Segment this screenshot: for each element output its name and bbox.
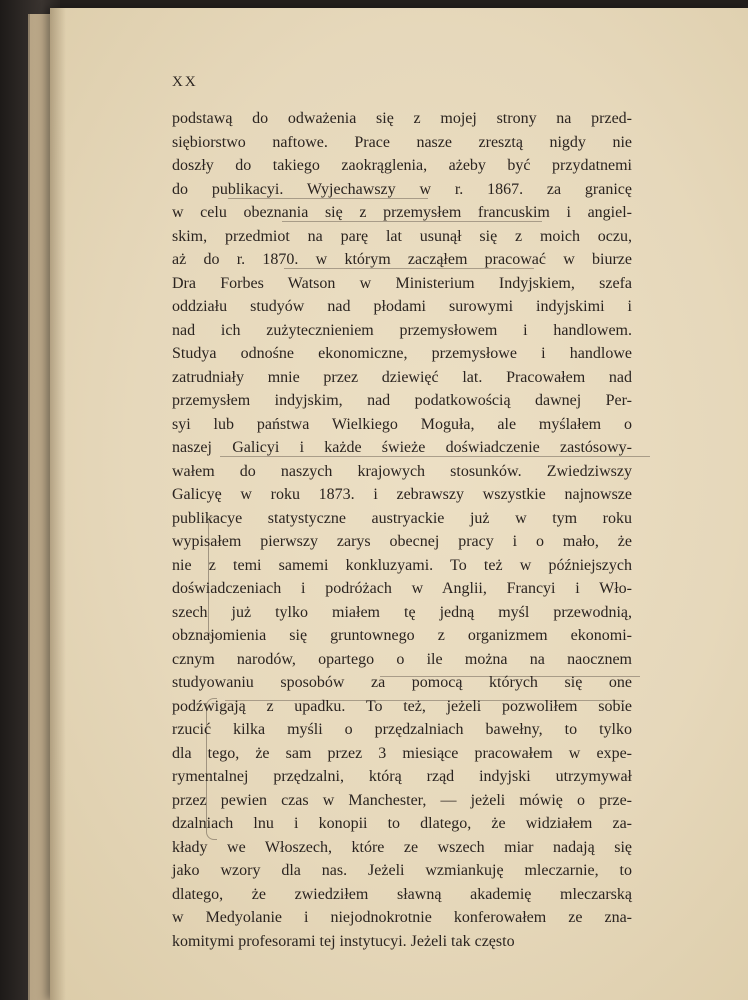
text-line: Studya odnośne ekonomiczne, przemysłowe i handlowe	[172, 345, 632, 362]
text-line: doszły do takiego zaokrąglenia, ażeby być przydatnemi	[172, 157, 632, 174]
text-line: aż do r. 1870. w którym zacząłem pracować w biurze	[172, 251, 632, 268]
text-line: cznym narodów, opartego o ile można na naocznem	[172, 650, 632, 668]
text-line: przez pewien czas w Manchester, — jeżeli mówię o prze-	[172, 791, 632, 809]
text-line: skim, przedmiot na parę lat usunął się z moich oczu,	[172, 227, 632, 245]
text-line: wypisałem pierwszy zarys obecnej pracy i o mało, że	[172, 533, 632, 550]
text-line: siębiorstwo naftowe. Prace nasze zresztą nigdy nie	[172, 133, 632, 151]
page-number: XX	[172, 74, 198, 90]
text-line: doświadczeniach i podróżach w Anglii, Francyi i Wło-	[172, 580, 632, 597]
text-line: publikacye statystyczne austryackie już w tym roku	[172, 509, 632, 527]
text-line: kłady we Włoszech, które ze wszech miar nadają się	[172, 838, 632, 856]
text-line: w celu obeznania się z przemysłem francuskim i angiel-	[172, 204, 632, 221]
text-line: komitymi profesorami tej instytucyi. Jeżeli tak często	[172, 932, 515, 950]
text-line: obznajomienia się gruntownego z organizmem ekonomi-	[172, 627, 632, 644]
text-line: w Medyolanie i niejodnokrotnie konferowałem ze zna-	[172, 909, 632, 926]
text-line: szech już tylko miałem tę jedną myśl przewodnią,	[172, 603, 632, 621]
text-line: podstawą do odważenia się z mojej strony na przed-	[172, 110, 632, 127]
text-line: studyowaniu sposobów za pomocą których się one	[172, 674, 632, 691]
text-line: nie z temi samemi konkluzyami. To też w późniejszych	[172, 556, 632, 574]
body-text	[172, 107, 632, 953]
text-line: Dra Forbes Watson w Ministerium Indyjskiem, szefa	[172, 274, 632, 292]
text-line: dla tego, że sam przez 3 miesiące pracowałem w expe-	[172, 744, 632, 762]
text-line: naszej Galicyi i każde świeże doświadczenie zastósowy-	[172, 439, 632, 456]
text-line: Galicyę w roku 1873. i zebrawszy wszystkie najnowsze	[172, 486, 632, 503]
text-line: syi lub państwa Wielkiego Moguła, ale myślałem o	[172, 415, 632, 433]
text-line: podźwigają z upadku. To też, jeżeli pozwoliłem sobie	[172, 697, 632, 715]
text-line: wałem do naszych krajowych stosunków. Zwiedziwszy	[172, 462, 632, 480]
text-line: przemysłem indyjskim, nad podatkowością dawnej Per-	[172, 392, 632, 409]
text-line: rymentalnej przędzalni, którą rząd indyjski utrzymywał	[172, 768, 632, 785]
text-line: rzucić kilka myśli o przędzalniach bawełny, to tylko	[172, 721, 632, 738]
text-line: dlatego, że zwiedziłem sławną akademię mleczarską	[172, 885, 632, 903]
text-line: nad ich zużytecznieniem przemysłowem i handlowem.	[172, 321, 632, 339]
text-line: oddziału studyów nad płodami surowymi indyjskimi i	[172, 298, 632, 315]
text-line: do publikacyi. Wyjechawszy w r. 1867. za granicę	[172, 180, 632, 198]
text-line: jako wzory dla nas. Jeżeli wzmiankuję mleczarnie, to	[172, 862, 632, 879]
text-line: zatrudniały mnie przez dziewięć lat. Pracowałem nad	[172, 368, 632, 386]
text-line: dzalniach lnu i konopii to dlatego, że widziałem za-	[172, 815, 632, 832]
